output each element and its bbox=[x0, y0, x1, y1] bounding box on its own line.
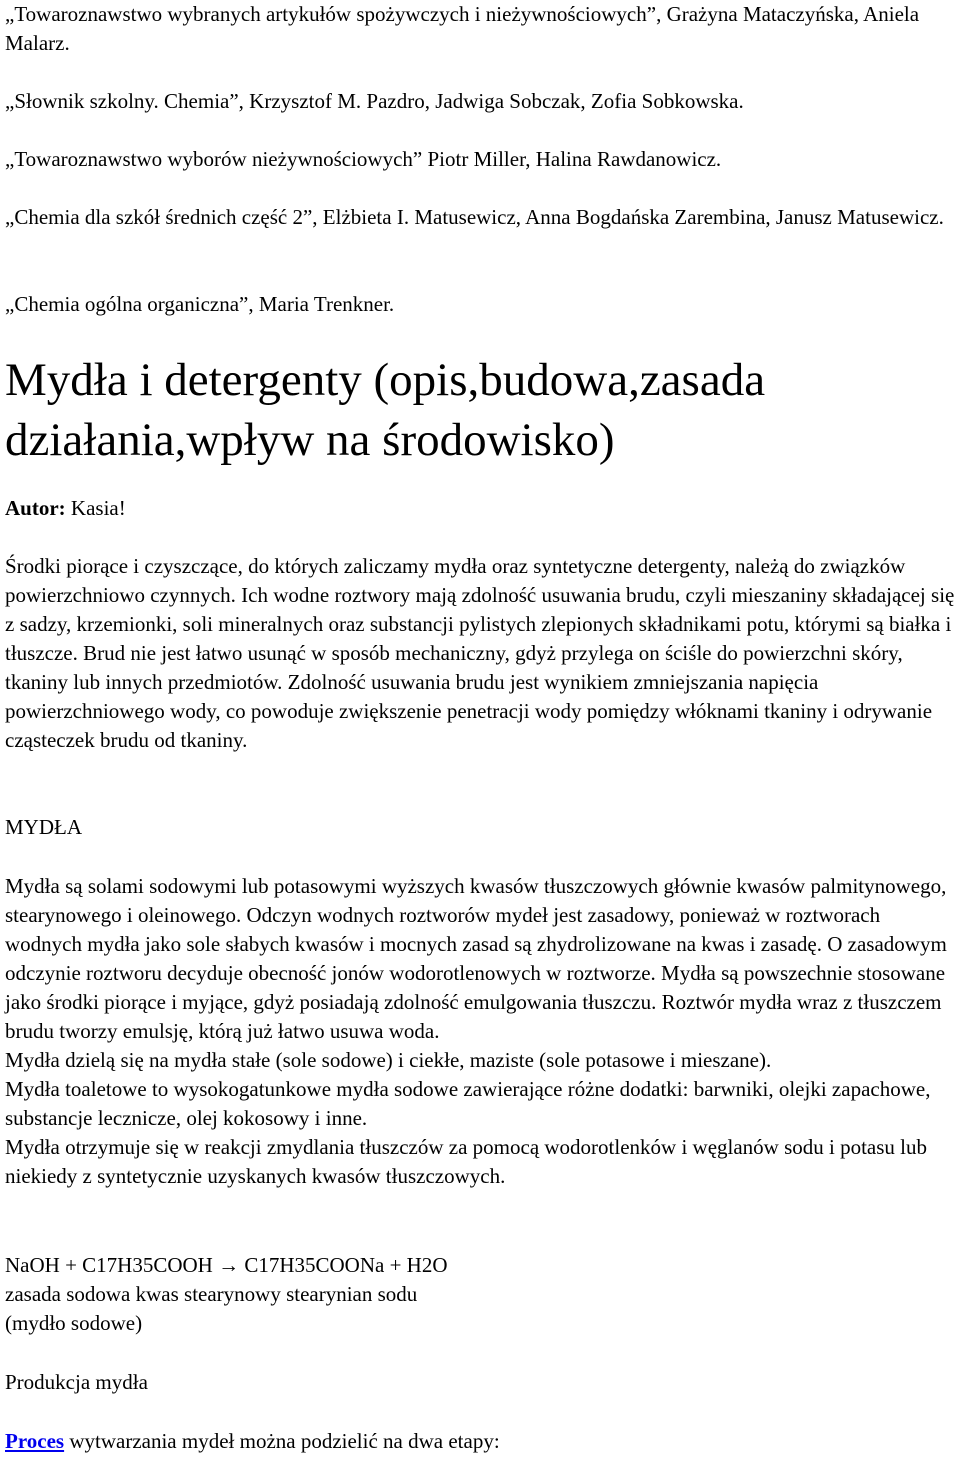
author-name: Kasia! bbox=[65, 496, 126, 520]
mydla-section-body bbox=[5, 872, 957, 1191]
reference-4: „Chemia dla szkół średnich część 2”, Elżbieta I. Matusewicz, Anna Bogdańska Zarembina, Janusz Matusewicz. bbox=[5, 205, 944, 229]
proces-text: wytwarzania mydeł można podzielić na dwa etapy: bbox=[64, 1429, 500, 1453]
reference-5: „Chemia ogólna organiczna”, Maria Trenkner. bbox=[5, 292, 395, 316]
mydla-paragraph-4: Mydła otrzymuje się w reakcji zmydlania tłuszczów za pomocą wodorotlenków i węglanów sodu i potasu lub niekiedy z syntetycznie uzyskanych kwasów tłuszczowych. bbox=[5, 1135, 928, 1188]
mydla-paragraph-2: Mydła dzielą się na mydła stałe (sole sodowe) i ciekłe, maziste (sole potasowe i mieszane). bbox=[5, 1048, 772, 1072]
equation-note: (mydło sodowe) bbox=[5, 1311, 143, 1335]
author-label: Autor: bbox=[5, 496, 66, 520]
reference-2: „Słownik szkolny. Chemia”, Krzysztof M. Pazdro, Jadwiga Sobczak, Zofia Sobkowska. bbox=[5, 89, 744, 113]
mydla-paragraph-3: Mydła toaletowe to wysokogatunkowe mydła sodowe zawierające różne dodatki: barwniki, olejki zapachowe, substancje lecznicze, olej kokosowy i inne. bbox=[5, 1077, 931, 1130]
equation-block bbox=[5, 1251, 448, 1338]
section-heading-mydla: MYDŁA bbox=[5, 815, 82, 839]
equation-labels: zasada sodowa kwas stearynowy stearynian sodu bbox=[5, 1282, 418, 1306]
reference-1: „Towaroznawstwo wybranych artykułów spożywczych i nieżywnościowych”, Grażyna Mataczyńska, Aniela Malarz. bbox=[5, 2, 920, 55]
proces-line bbox=[5, 1427, 500, 1456]
section-heading-produkcja: Produkcja mydła bbox=[5, 1370, 148, 1394]
mydla-paragraph-1: Mydła są solami sodowymi lub potasowymi wyższych kwasów tłuszczowych głównie kwasów palmitynowego, stearynowego i oleinowego. Odczyn wodnych roztworów mydeł jest zasadowy, ponieważ w roztworach wodnych mydła jako sole słabych kwasów i mocnych zasad są zhydrolizowane na kwas i zasadę. O zasadowym odczynie roztworu decyduje obecność jonów wodorotlenowych w roztworze. Mydła są powszechnie stosowane jako środki piorące i myjące, gdyż posiadają zdolność emulgowania tłuszczu. Roztwór mydła wraz z tłuszczem brudu tworzy emulsję, którą już łatwo usuwa woda. bbox=[5, 874, 947, 1043]
reference-3: „Towaroznawstwo wyborów nieżywnościowych” Piotr Miller, Halina Rawdanowicz. bbox=[5, 147, 722, 171]
author-line bbox=[5, 494, 126, 523]
proces-link[interactable]: Proces bbox=[5, 1429, 65, 1453]
reaction-equation: NaOH + C17H35COOH → C17H35COONa + H2O bbox=[5, 1253, 448, 1277]
article-title: Mydła i detergenty (opis,budowa,zasada działania,wpływ na środowisko) bbox=[5, 354, 766, 466]
intro-paragraph: Środki piorące i czyszczące, do których zaliczamy mydła oraz syntetyczne detergenty, należą do związków powierzchniowo czynnych. Ich wodne roztwory mają zdolność usuwania brudu, czyli mieszaniny składającej się z sadzy, krzemionki, soli mineralnych oraz substancji pylistych zlepionych składnikami potu, którymi są białka i tłuszcze. Brud nie jest łatwo usunąć w sposób mechaniczny, gdyż przylega on ściśle do powierzchni skóry, tkaniny lub innych przedmiotów. Zdolność usuwania brudu jest wynikiem zmniejszania napięcia powierzchniowego wody, co powoduje zwiększenie penetracji wody pomiędzy włóknami tkaniny i odrywanie cząsteczek brudu od tkaniny. bbox=[5, 554, 955, 752]
